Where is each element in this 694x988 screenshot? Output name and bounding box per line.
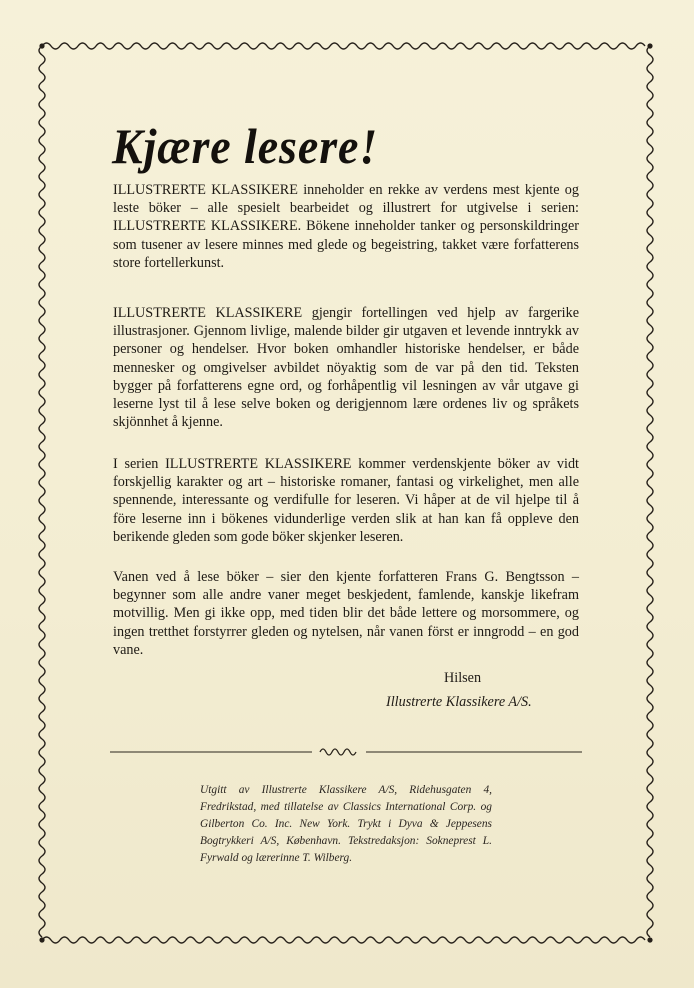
paragraph-series: I serien ILLUSTRERTE KLASSIKERE kommer verdenskjente böker av vidt forskjellig karakter og art – historiske romaner, fantasi og virkelighet, men alle spennende, interessante og verdifulle for leseren. Vi håper at de vil hjelpe til å före leserne inn i bökenes vidunderlige verden slik at han kan få oppleve den berikende gleden som gode böker skjenker leseren.	[113, 456, 579, 545]
greeting: Hilsen	[444, 670, 482, 686]
frame-corner-ornament	[647, 43, 652, 48]
frame-left-edge	[39, 46, 45, 937]
paragraph-illustrations: ILLUSTRERTE KLASSIKERE gjengir fortellingen ved hjelp av fargerike illustrasjoner. Gjennom livlige, malende bilder gir utgaven et levende inntrykk av personer og hendelser. Hvor boken omhandler historiske hendelser, er både mennesker og omgivelser avbildet nöyaktig som de var på den tid. Teksten bygger på forfatterens egne ord, og forhåpentlig vil lesningen av vår utgave gi leserne lyst til å lese selve boken og derigjennom lære ordenes liv og språkets skjönnhet å kjenne.	[113, 305, 579, 431]
paragraph-reading-habit: Vanen ved å lese böker – sier den kjente forfatteren Frans G. Bengtsson – begynner som alle andre vaner meget beskjedent, famlende, kanskje likefram motvillig. Men gi ikke opp, med tiden blir det både lettere og morsommere, og ingen tretthet forstyrrer gleden og nytelsen, når vanen först er inngrodd – en god vane.	[113, 569, 579, 658]
publisher-colophon: Utgitt av Illustrerte Klassikere A/S, Ridehusgaten 4, Fredrikstad, med tillatelse av Classics International Corp. og Gilberton Co. Inc. New York. Trykt i Dyva & Jeppesens Bogtrykkeri A/S, København. Tekstredaksjon: Sokneprest L. Fyrwald og lærerinne T. Wilberg.	[200, 784, 492, 864]
frame-corner-ornament	[39, 937, 44, 942]
paragraph-intro: ILLUSTRERTE KLASSIKERE inneholder en rekke av verdens mest kjente og leste böker – alle spesielt bearbeidet og illustrert for utgivelse i serien: ILLUSTRERTE KLASSIKERE. Bökene inneholder tanker og personskildringer som tusener av lesere minnes med glede og begeistring, takket være forfatterens store fortellerkunst.	[113, 182, 579, 271]
frame-corner-ornament	[647, 937, 652, 942]
frame-right-edge	[647, 46, 653, 937]
page-title: Kjære lesere!	[112, 118, 379, 174]
frame-corner-ornament	[39, 43, 44, 48]
signature: Illustrerte Klassikere A/S.	[386, 694, 532, 710]
frame-top-edge	[42, 43, 645, 49]
frame-bottom-edge	[42, 937, 645, 943]
ornamental-divider	[108, 744, 584, 760]
